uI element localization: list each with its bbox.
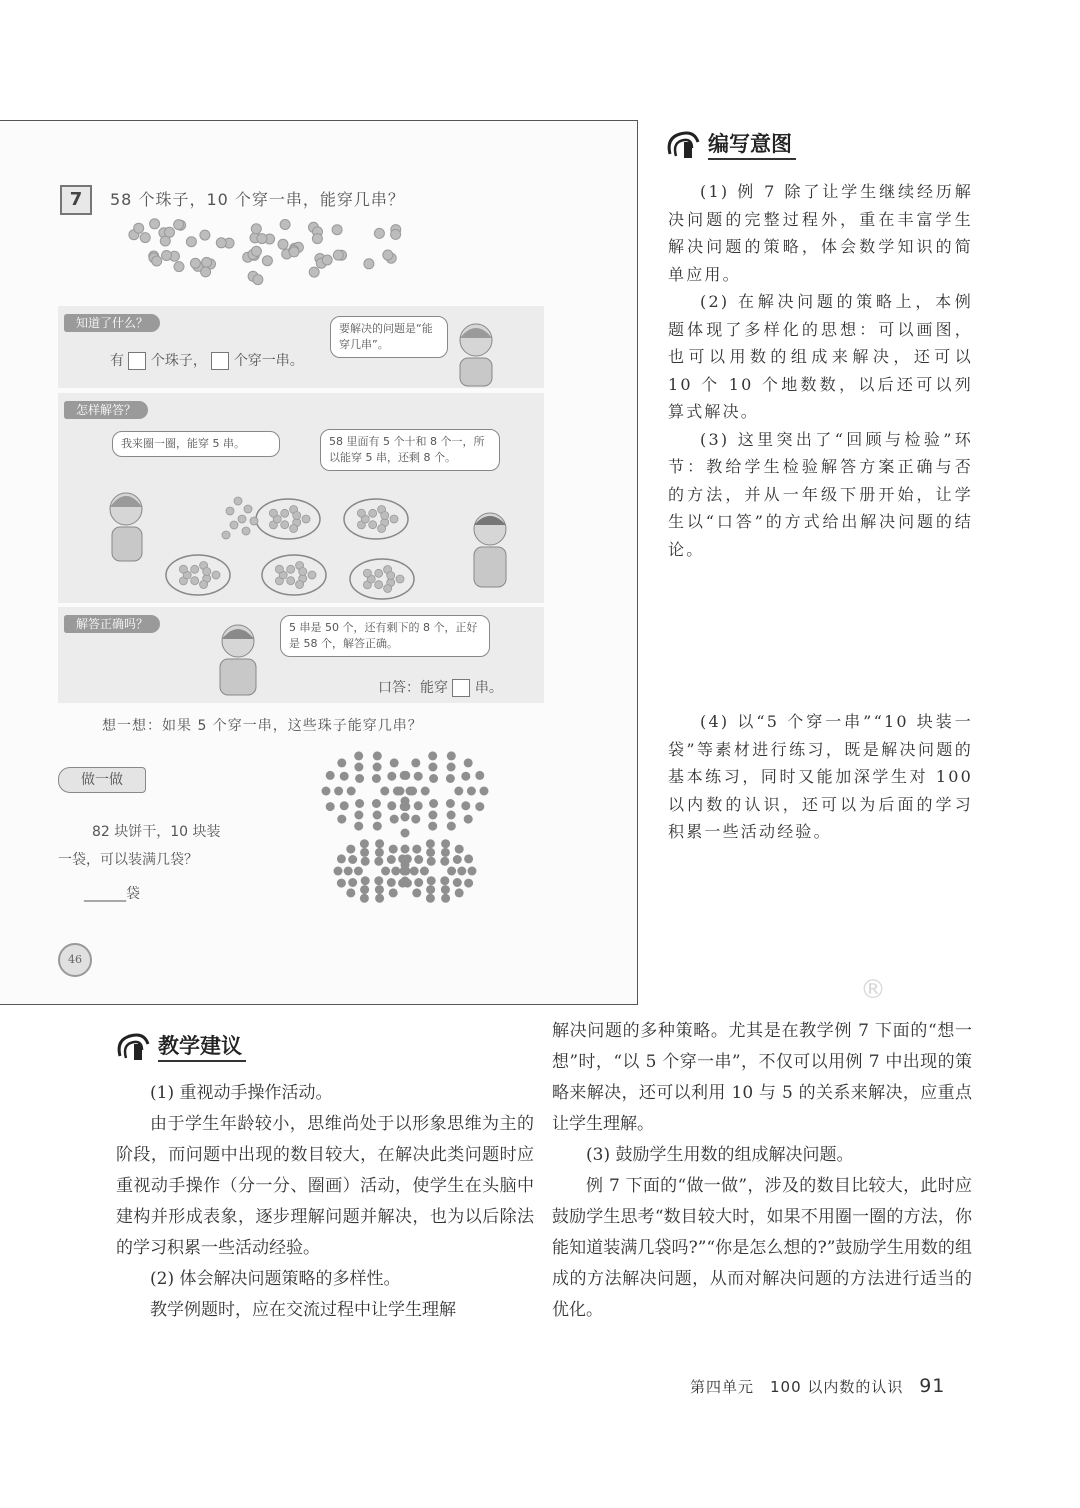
- biscuit: [373, 811, 382, 820]
- biscuit: [387, 878, 396, 887]
- biscuit: [389, 845, 398, 854]
- biscuit: [346, 845, 355, 854]
- biscuit: [464, 815, 473, 824]
- biscuit: [322, 787, 331, 796]
- biscuit: [401, 845, 410, 854]
- section-head-advice: [114, 1030, 246, 1064]
- bead: [200, 230, 210, 240]
- intent-paragraph-3: (3) 这里突出了“回顾与检验”环节：教给学生检验解答方案正确与否的方法，并从一年级下册开始，让学生以“口答”的方式给出解决问题的结论。: [668, 429, 973, 559]
- circled-bead: [275, 565, 283, 573]
- biscuit: [455, 888, 464, 897]
- textbook-page-number: 46: [58, 943, 92, 977]
- biscuit: [360, 848, 369, 857]
- advice-right-column: [552, 1016, 972, 1326]
- circled-bead: [281, 509, 289, 517]
- biscuit: [453, 878, 462, 887]
- biscuit: [372, 774, 381, 783]
- try-it-question-line2: 一袋，可以装满几袋？: [58, 852, 198, 868]
- bead: [280, 220, 290, 230]
- biscuit: [426, 839, 435, 848]
- biscuit: [326, 802, 335, 811]
- biscuit: [373, 763, 382, 772]
- think-prompt: 想一想：如果 5 个穿一串，这些珠子能穿几串？: [102, 718, 423, 734]
- biscuit: [447, 867, 456, 876]
- biscuit: [375, 894, 384, 903]
- biscuit: [346, 888, 355, 897]
- circled-bead: [384, 585, 392, 593]
- section-title: 教学建议: [158, 1032, 246, 1062]
- biscuit: [410, 867, 419, 876]
- biscuit: [475, 802, 484, 811]
- bead: [322, 255, 332, 265]
- biscuit: [348, 878, 357, 887]
- section-head-intent: [664, 128, 796, 162]
- biscuit: [361, 876, 370, 885]
- biscuit: [334, 787, 343, 796]
- biscuit: [354, 867, 363, 876]
- biscuit: [390, 758, 399, 767]
- biscuit: [374, 876, 383, 885]
- bead: [162, 251, 172, 261]
- circled-bead: [396, 575, 404, 583]
- biscuit: [360, 894, 369, 903]
- circled-bead: [290, 525, 298, 533]
- footer-page-number: 91: [919, 1375, 946, 1397]
- section-logo-icon: [114, 1030, 154, 1064]
- fill-suffix: 个穿一串。: [233, 353, 304, 369]
- bead: [201, 267, 211, 277]
- circled-bead: [293, 512, 301, 520]
- biscuit: [426, 848, 435, 857]
- bead: [262, 256, 272, 266]
- biscuit: [428, 822, 437, 831]
- biscuit: [396, 787, 405, 796]
- footer-unit-title: 第四单元 100 以内数的认识: [690, 1378, 904, 1396]
- biscuit: [375, 848, 384, 857]
- bead: [251, 246, 261, 256]
- advice-paragraph-1: 由于学生年龄较小，思维尚处于以形象思维为主的阶段，而问题中出现的数目较大，在解决此类问题时应重视动手操作（分一分、圈画）活动，使学生在头脑中建构并形成表象，逐步理解问题并解决，也为以后除法的学习积累一些活动经验。: [116, 1114, 534, 1258]
- bead: [165, 227, 175, 237]
- oral-answer-suffix: 串。: [474, 680, 503, 696]
- biscuit: [447, 763, 456, 772]
- try-it-tag: 做一做: [58, 767, 146, 793]
- bead: [391, 229, 401, 239]
- biscuit: [375, 885, 384, 894]
- biscuit: [440, 876, 449, 885]
- circled-bead: [287, 577, 295, 585]
- biscuit: [411, 758, 420, 767]
- biscuit: [387, 855, 396, 864]
- loose-bead: [226, 507, 234, 515]
- biscuit: [420, 867, 429, 876]
- biscuit: [427, 857, 436, 866]
- loose-bead: [244, 505, 252, 513]
- biscuit: [480, 787, 489, 796]
- bead: [251, 224, 261, 234]
- intent-paragraph-4: (4) 以“5 个穿一串”“10 块装一袋”等素材进行练习，既是解决问题的基本练习，同时又能加深学生对 100 以内数的认识，还可以为后面的学习积累一些活动经验。: [668, 712, 973, 841]
- bead: [150, 219, 160, 229]
- circled-bead: [299, 568, 307, 576]
- biscuit: [461, 772, 470, 781]
- bead: [278, 239, 288, 249]
- loose-bead: [222, 531, 230, 539]
- biscuit: [401, 813, 410, 822]
- circled-bead: [200, 581, 208, 589]
- blank-box: [211, 352, 229, 370]
- biscuit: [372, 799, 381, 808]
- biscuit: [389, 888, 398, 897]
- biscuit: [414, 878, 423, 887]
- biscuit: [412, 845, 421, 854]
- advice-paragraph-2a: 教学例题时，应在交流过程中让学生理解: [150, 1300, 456, 1320]
- biscuit: [354, 751, 363, 760]
- biscuit: [340, 801, 349, 810]
- butterfly-beads-illustration: [320, 741, 490, 921]
- intent-paragraph-2: (2) 在解决问题的策略上，本例题体现了多样化的思想：可以画图，也可以用数的组成来解决，还可以 10 个 10 个地数数，以后还可以列算式解决。: [668, 292, 973, 421]
- textbook-page-image: [0, 120, 638, 1005]
- bead: [257, 234, 267, 244]
- registered-watermark: ®: [860, 975, 886, 1005]
- bead: [190, 258, 200, 268]
- circled-bead: [387, 572, 395, 580]
- biscuit: [401, 797, 410, 806]
- bead: [140, 233, 150, 243]
- speech-bubble: 要解决的问题是“能穿几串”。: [330, 316, 448, 358]
- bead: [253, 275, 263, 285]
- fill-mid: 个珠子，: [150, 353, 207, 369]
- circled-bead: [363, 569, 371, 577]
- circled-bead: [381, 512, 389, 520]
- biscuit: [464, 879, 473, 888]
- biscuit: [348, 855, 357, 864]
- circled-bead: [357, 509, 365, 517]
- panel-what-we-know: [58, 306, 544, 388]
- speech-bubble-right: 58 里面有 5 个十和 8 个一，所以能穿 5 串，还剩 8 个。: [320, 429, 500, 471]
- biscuit: [391, 867, 400, 876]
- page-footer: [690, 1375, 945, 1397]
- biscuit: [412, 888, 421, 897]
- bead: [174, 220, 184, 230]
- fill-in-sentence: [110, 350, 304, 370]
- panel-check-answer: [58, 607, 544, 703]
- circled-bead: [212, 571, 220, 579]
- biscuit: [464, 758, 473, 767]
- blank-box: [128, 352, 146, 370]
- biscuit: [373, 822, 382, 831]
- biscuit: [360, 839, 369, 848]
- circled-bead: [191, 565, 199, 573]
- biscuit: [373, 751, 382, 760]
- biscuit: [337, 854, 346, 863]
- loose-bead: [234, 497, 242, 505]
- biscuit: [360, 885, 369, 894]
- bead: [289, 247, 299, 257]
- biscuit: [429, 774, 438, 783]
- speech-bubble: 5 串是 50 个，还有剩下的 8 个，正好是 58 个，解答正确。: [280, 615, 490, 657]
- biscuit: [354, 811, 363, 820]
- biscuit: [400, 771, 409, 780]
- biscuit: [326, 771, 335, 780]
- try-it-answer-blank: ______袋: [84, 886, 140, 902]
- biscuit: [337, 758, 346, 767]
- try-it-question-line1: 82 块饼干，10 块装: [92, 824, 221, 840]
- child-illustration: [446, 318, 506, 388]
- circled-bead: [375, 569, 383, 577]
- section-logo-icon: [664, 128, 704, 162]
- biscuit: [467, 787, 476, 796]
- circled-bead: [390, 515, 398, 523]
- bead: [383, 250, 393, 260]
- advice-heading-1: (1) 重视动手操作活动。: [150, 1083, 333, 1103]
- biscuit: [414, 801, 423, 810]
- biscuit: [411, 815, 420, 824]
- biscuit: [380, 787, 389, 796]
- biscuit: [447, 751, 456, 760]
- teacher-illustration: [208, 619, 268, 699]
- biscuit: [468, 867, 477, 876]
- biscuit: [374, 857, 383, 866]
- biscuit: [428, 751, 437, 760]
- biscuit: [426, 894, 435, 903]
- biscuit: [454, 787, 463, 796]
- biscuit: [457, 867, 466, 876]
- circled-bead: [287, 565, 295, 573]
- biscuit: [453, 855, 462, 864]
- biscuit: [340, 772, 349, 781]
- biscuit: [387, 772, 396, 781]
- oral-answer-line: [378, 677, 503, 697]
- circled-bead: [179, 565, 187, 573]
- biscuit: [408, 787, 417, 796]
- intent-paragraph-1: (1) 例 7 除了让学生继续经历解决问题的完整过程外，重在丰富学生解决问题的策略，体会数学知识的简单应用。: [668, 182, 973, 284]
- bead: [333, 250, 343, 260]
- biscuit: [441, 848, 450, 857]
- circled-bead: [378, 525, 386, 533]
- biscuit: [390, 815, 399, 824]
- circled-bead: [369, 509, 377, 517]
- speech-bubble-left: 我来圈一圈，能穿 5 串。: [112, 431, 280, 457]
- loose-bead: [230, 521, 238, 529]
- circled-bead: [269, 509, 277, 517]
- biscuit: [427, 876, 436, 885]
- biscuit: [428, 763, 437, 772]
- bead: [216, 238, 226, 248]
- biscuit: [344, 867, 353, 876]
- bead: [332, 225, 342, 235]
- biscuit: [447, 822, 456, 831]
- biscuit: [381, 867, 390, 876]
- biscuit: [355, 774, 364, 783]
- circled-bead: [203, 568, 211, 576]
- circled-bead: [375, 581, 383, 589]
- biscuit: [337, 815, 346, 824]
- biscuit: [401, 861, 410, 870]
- circled-bead: [296, 581, 304, 589]
- biscuit: [429, 799, 438, 808]
- fill-prefix: 有: [110, 353, 124, 369]
- biscuit: [361, 857, 370, 866]
- biscuit: [475, 771, 484, 780]
- biscuit: [446, 799, 455, 808]
- biscuit: [441, 894, 450, 903]
- circled-bead: [281, 521, 289, 529]
- biscuit: [401, 877, 410, 886]
- advice-paragraph-3: 例 7 下面的“做一做”，涉及的数目比较大，此时应鼓励学生思考“数目较大时，如果不用圈一圈的方法，你能知道装满几袋吗?”“你是怎么想的?”鼓励学生用数的组成的方法解决问题，从而对解决问题的方法进行适当的优化。: [552, 1176, 972, 1320]
- panel-tag: 怎样解答？: [64, 401, 148, 419]
- biscuit: [354, 822, 363, 831]
- biscuit: [426, 885, 435, 894]
- beads-illustration: [120, 213, 420, 303]
- panel-tag: 解答正确吗？: [64, 615, 160, 633]
- biscuit: [421, 787, 430, 796]
- biscuit: [447, 811, 456, 820]
- bead: [134, 223, 144, 233]
- loose-bead: [250, 517, 258, 525]
- biscuit: [337, 879, 346, 888]
- bead: [312, 234, 322, 244]
- circled-bead: [191, 577, 199, 585]
- advice-paragraph-2b: 解决问题的多种策略。尤其是在教学例 7 下面的“想一想”时，“以 5 个穿一串”，不仅可以用例 7 中出现的策略来解决，还可以利用 10 与 5 的关系来解决，应重点让学生理解。: [552, 1021, 972, 1134]
- circled-bead: [308, 571, 316, 579]
- biscuit: [455, 845, 464, 854]
- loose-bead: [242, 527, 250, 535]
- bead: [186, 237, 196, 247]
- biscuit: [464, 854, 473, 863]
- biscuit: [355, 799, 364, 808]
- panel-tag: 知道了什么？: [64, 314, 160, 332]
- biscuit: [440, 857, 449, 866]
- biscuit: [354, 763, 363, 772]
- biscuit: [401, 829, 410, 838]
- section-title: 编写意图: [708, 130, 796, 160]
- example-question: 58 个珠子，10 个穿一串，能穿几串？: [110, 190, 405, 209]
- biscuit: [414, 855, 423, 864]
- biscuit: [375, 839, 384, 848]
- circled-bead: [302, 515, 310, 523]
- example-number-badge: 7: [60, 185, 92, 215]
- bead: [374, 228, 384, 238]
- oral-answer-prefix: 口答：能穿: [378, 680, 448, 696]
- advice-heading-2: (2) 体会解决问题策略的多样性。: [150, 1269, 401, 1289]
- biscuit: [441, 885, 450, 894]
- biscuit: [334, 867, 343, 876]
- circled-beads-illustration: [98, 479, 518, 603]
- biscuit: [414, 772, 423, 781]
- bead: [364, 259, 374, 269]
- loose-bead: [238, 515, 246, 523]
- bead: [202, 257, 212, 267]
- biscuit: [461, 801, 470, 810]
- bead: [174, 262, 184, 272]
- biscuit: [347, 787, 356, 796]
- advice-left-column: [116, 1078, 534, 1326]
- panel-how-to-solve: [58, 393, 544, 603]
- advice-heading-3: (3) 鼓励学生用数的组成解决问题。: [586, 1145, 854, 1165]
- biscuit: [428, 811, 437, 820]
- biscuit: [387, 801, 396, 810]
- bead: [152, 256, 162, 266]
- circled-bead: [369, 521, 377, 529]
- intent-text: [668, 178, 973, 563]
- biscuit: [441, 839, 450, 848]
- blank-box: [452, 679, 470, 697]
- bead: [309, 267, 319, 277]
- biscuit: [446, 774, 455, 783]
